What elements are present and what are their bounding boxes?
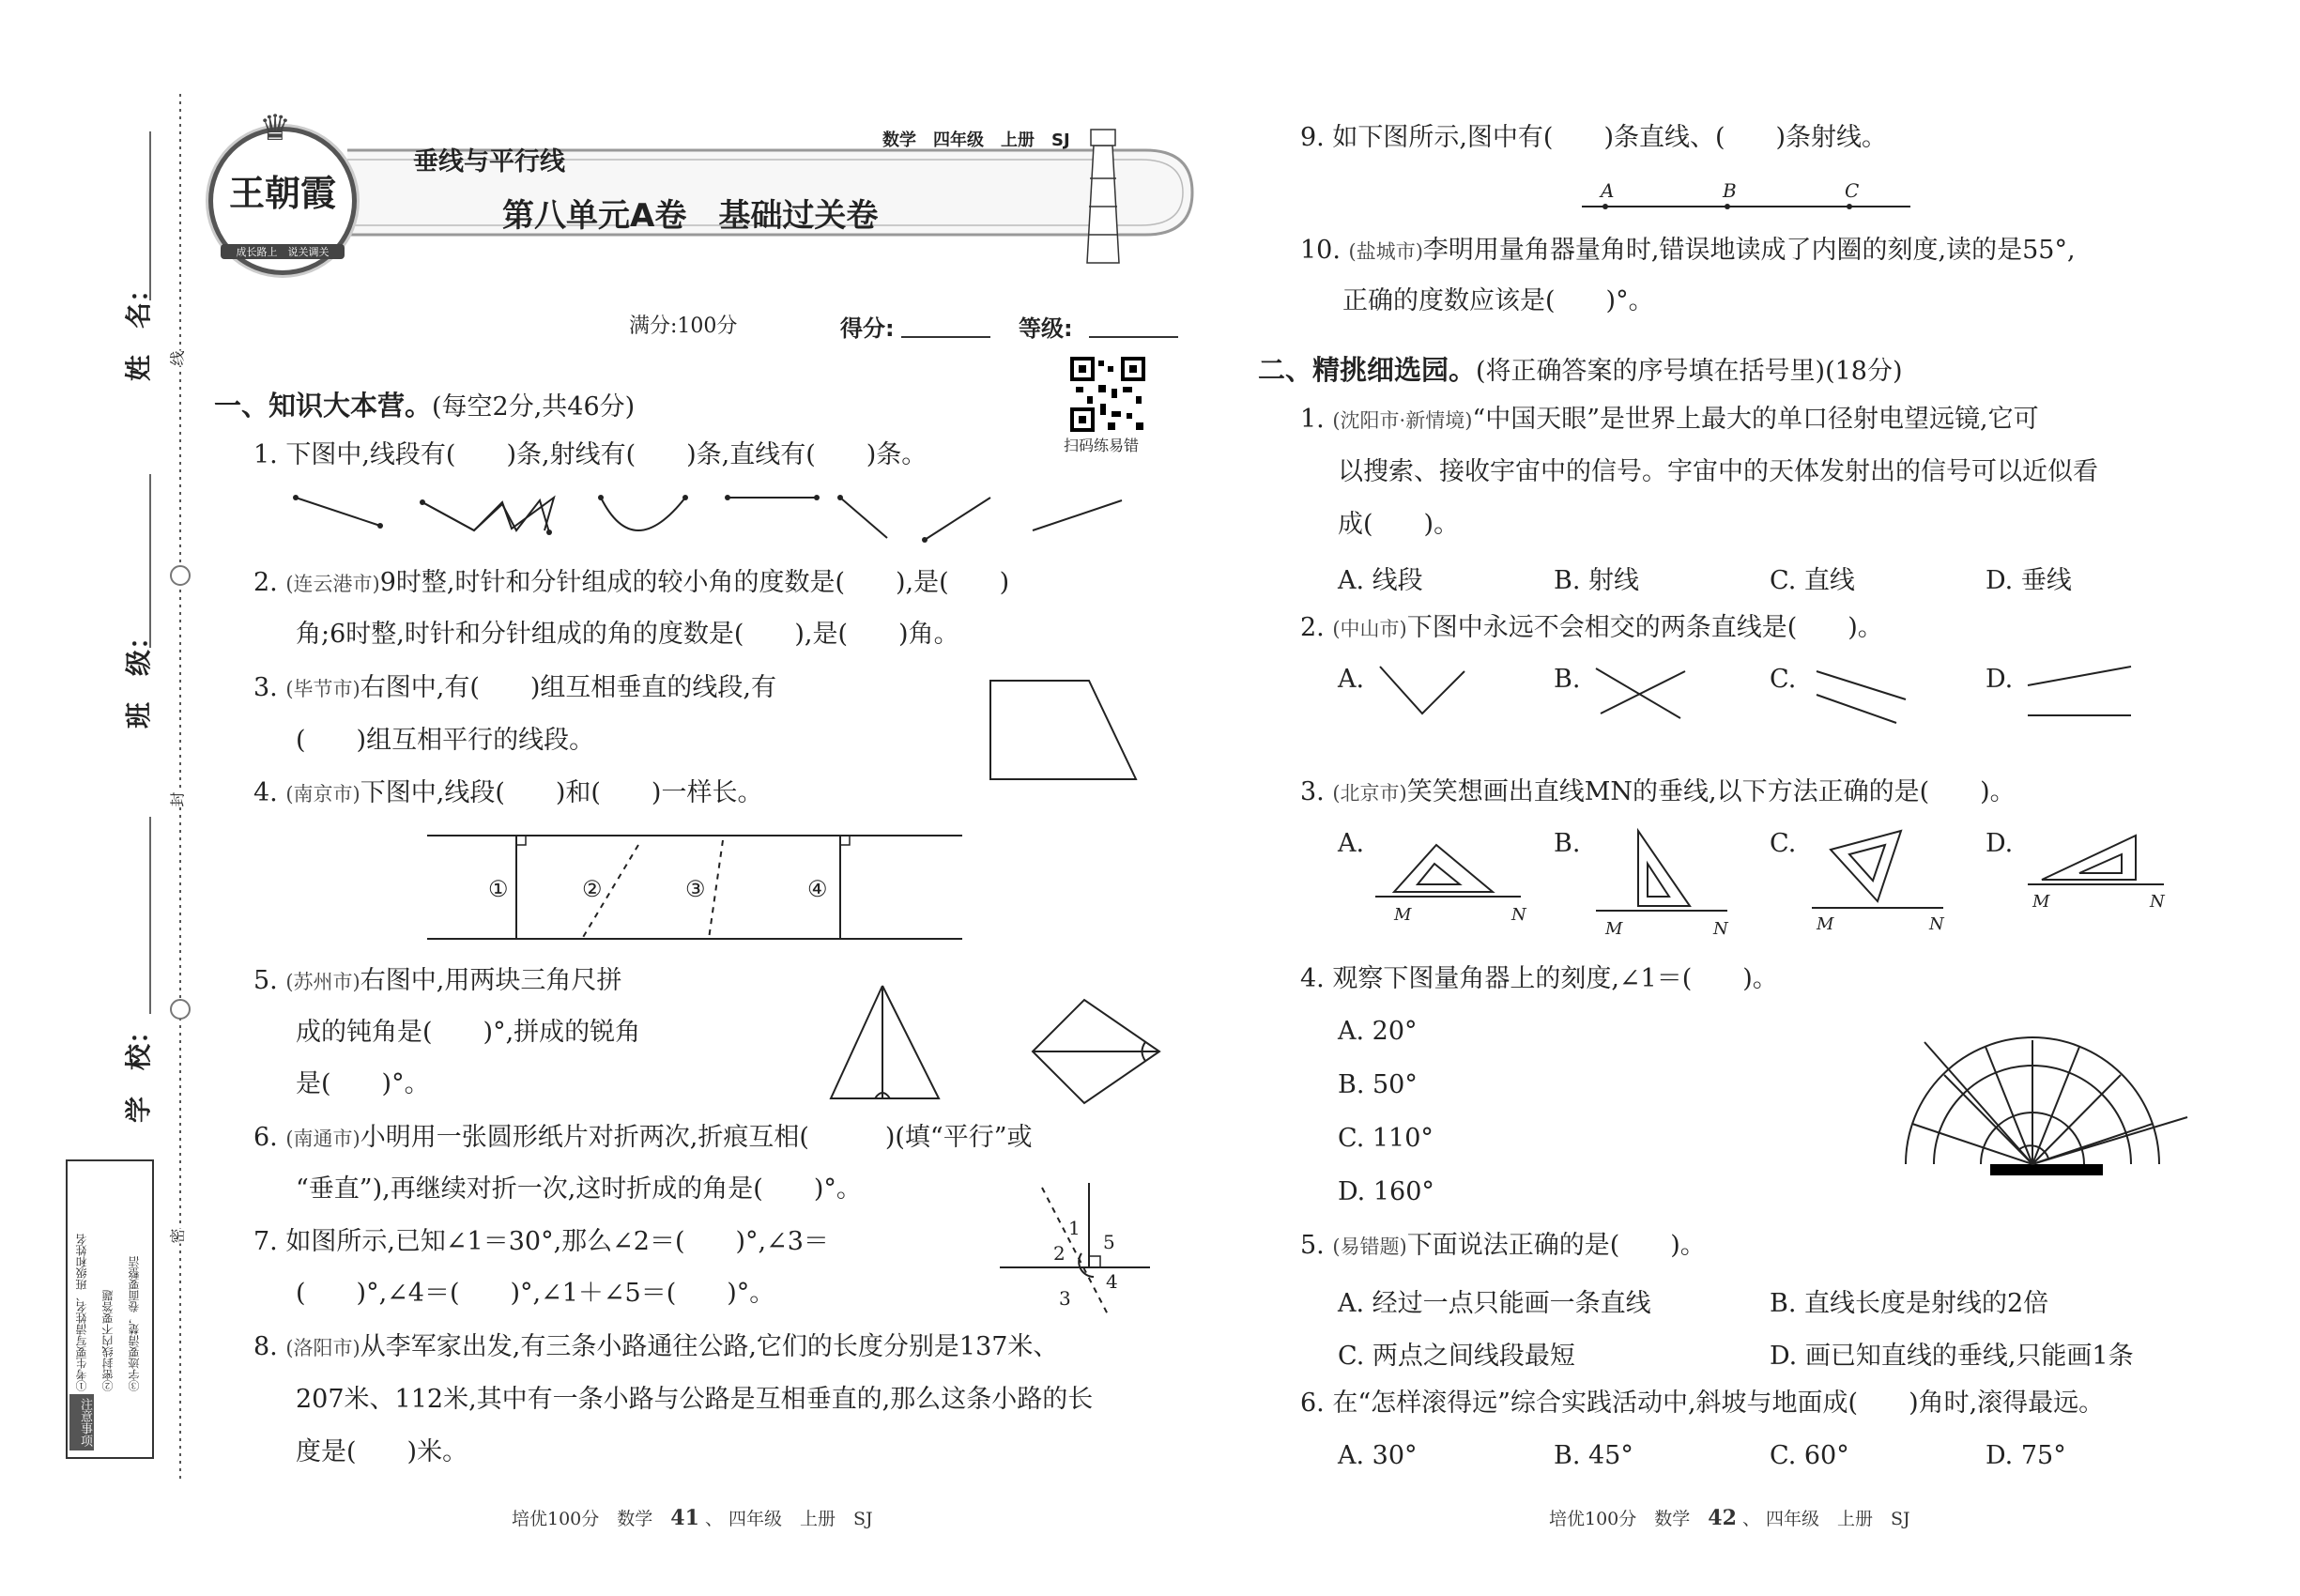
c3-fig-a [1375, 845, 1527, 925]
notice-item-2: ②密封线内不要答题 [101, 1290, 115, 1391]
c1-option-a[interactable]: A. 线段 [1338, 566, 1423, 595]
paper-title: 第八单元A卷 基础过关卷 [502, 197, 879, 235]
c4-option-b[interactable]: B. 50° [1338, 1070, 1418, 1099]
c6-option-c[interactable]: C. 60° [1770, 1441, 1849, 1470]
section2-heading [1258, 349, 1903, 388]
q4: 4. (南京市)下图中,线段( )和( )一样长。 [253, 778, 763, 807]
page-number-42: 42 [1708, 1506, 1737, 1530]
score-blank[interactable] [901, 336, 990, 338]
q3-trapezoid [986, 676, 1145, 789]
svg-text:M: M [1394, 905, 1412, 925]
q7-angle-1: 1 [1068, 1217, 1081, 1239]
c1-option-b[interactable]: B. 射线 [1554, 566, 1640, 595]
notice-title: 注意事项 [69, 1394, 94, 1450]
q9-point-c: C [1845, 179, 1860, 202]
class-label: 班 级： [123, 622, 155, 729]
svg-text:M: M [1605, 919, 1623, 939]
c5-option-c[interactable]: C. 两点之间线段最短 [1338, 1342, 1575, 1371]
c3-option-d[interactable]: D. [1986, 829, 2014, 858]
c5-option-a[interactable]: A. 经过一点只能画一条直线 [1338, 1289, 1651, 1318]
c2-option-d[interactable]: D. [1986, 665, 2014, 694]
q10-line1: 10. (盐城市)李明用量角器量角时,错误地读成了内圈的刻度,读的是55°, [1300, 236, 2076, 265]
c4-option-d[interactable]: D. 160° [1338, 1177, 1434, 1206]
q4-label-4: ④ [807, 876, 828, 902]
cut-mark-3: 密 [166, 1228, 188, 1243]
q1-figure [282, 483, 1127, 549]
section2-title: 二、精挑细选园。 [1258, 354, 1477, 386]
q6-line2: “垂直”),再继续对折一次,这时折成的角是( )°。 [296, 1174, 862, 1204]
q10-line2: 正确的度数应该是( )°。 [1342, 286, 1654, 315]
c3-fig-b [1596, 831, 1729, 939]
notice-box [66, 1159, 154, 1459]
q5-line3: 是( )°。 [296, 1069, 430, 1098]
q9-point-b: B [1723, 179, 1737, 202]
q5-figure-2 [1028, 995, 1169, 1108]
page-number-41: 41 [670, 1506, 699, 1530]
c5: 5. (易错题)下面说法正确的是( )。 [1300, 1231, 1706, 1260]
notice-item-3: ③字迹要清楚，卷面要整洁 [128, 1256, 141, 1391]
c6: 6. 在“怎样滚得远”综合实践活动中,斜坡与地面成( )角时,滚得最远。 [1300, 1389, 2105, 1418]
q6-line1: 6. (南通市)小明用一张圆形纸片对折两次,折痕互相( )(填“平行”或 [253, 1123, 1033, 1152]
c3-fig-d [2028, 836, 2166, 912]
c2-option-c[interactable]: C. [1770, 665, 1797, 694]
c1-line1: 1. (沈阳市·新情境)“中国天眼”是世界上最大的单口径射电望远镜,它可 [1300, 405, 2039, 434]
brand-motto: 成长路上 说关调关 [221, 244, 345, 259]
q7-angle-2: 2 [1053, 1242, 1066, 1265]
c6-option-a[interactable]: A. 30° [1338, 1441, 1418, 1470]
svg-text:N: N [1929, 914, 1944, 934]
grade-label: 等级: [1019, 315, 1073, 342]
q7-line1: 7. 如图所示,已知∠1＝30°,那么∠2＝( )°,∠3＝ [253, 1227, 829, 1256]
c3-option-a[interactable]: A. [1338, 829, 1365, 858]
c5-option-b[interactable]: B. 直线长度是射线的2倍 [1770, 1289, 2049, 1318]
score-label: 得分: [840, 315, 895, 342]
svg-text:M: M [1817, 914, 1834, 934]
q1: 1. 下图中,线段有( )条,射线有( )条,直线有( )条。 [253, 440, 928, 469]
q3-line2: ( )组互相平行的线段。 [296, 726, 595, 755]
c6-option-d[interactable]: D. 75° [1986, 1441, 2066, 1470]
brand-name: 王朝霞 [228, 172, 336, 214]
cut-mark-2: 封 [166, 791, 188, 806]
c4-option-a[interactable]: A. 20° [1338, 1017, 1418, 1046]
line-shape [1033, 500, 1122, 530]
q4-figure [422, 826, 967, 948]
c5-option-d[interactable]: D. 画已知直线的垂线,只能画1条 [1770, 1342, 2134, 1371]
section1-sub: (每空2分,共46分) [432, 392, 636, 422]
q4-label-3: ③ [685, 876, 706, 902]
book-meta: 数学 四年级 上册 SJ [882, 130, 1070, 150]
arc-shape [598, 495, 688, 530]
qr-caption: 扫码练易错 [1064, 437, 1140, 454]
q4-label-2: ② [582, 876, 603, 902]
c3-option-b[interactable]: B. [1554, 829, 1581, 858]
c1-option-c[interactable]: C. 直线 [1770, 566, 1855, 595]
segment-shape-2 [725, 495, 820, 500]
full-score: 满分:100分 [629, 315, 738, 338]
grade-blank[interactable] [1089, 336, 1178, 338]
c2: 2. (中山市)下图中永远不会相交的两条直线是( )。 [1300, 613, 1883, 642]
q7-line2: ( )°,∠4＝( )°,∠1＋∠5＝( )°。 [296, 1279, 775, 1308]
q5-line1: 5. (苏州市)右图中,用两块三角尺拼 [253, 966, 622, 995]
c2-figures [1371, 657, 2150, 732]
c1-line3: 成( )。 [1338, 510, 1460, 539]
c3-fig-c [1812, 831, 1945, 934]
notice-item-1: ①考生要写清姓名、班级和姓名 [75, 1234, 88, 1391]
c4: 4. 观察下图量角器上的刻度,∠1＝( )。 [1300, 964, 1778, 993]
section2-sub: (将正确答案的序号填在括号里)(18分) [1476, 357, 1903, 386]
c2-option-a[interactable]: A. [1338, 665, 1365, 694]
segment-shape [293, 495, 383, 529]
c2-option-b[interactable]: B. [1554, 665, 1581, 694]
q9-point-a: A [1601, 179, 1615, 202]
school-label: 学 校： [123, 1017, 155, 1124]
brand-badge [208, 107, 357, 275]
q5-figure-1 [826, 976, 967, 1117]
q9: 9. 如下图所示,图中有( )条直线、( )条射线。 [1300, 123, 1888, 152]
ray-shape-2 [922, 498, 990, 543]
q4-label-1: ① [488, 876, 509, 902]
c3-option-c[interactable]: C. [1770, 829, 1797, 858]
svg-text:N: N [1511, 905, 1526, 925]
q2-line2: 角;6时整,时针和分针组成的角的度数是( ),是( )角。 [296, 620, 959, 649]
q7-angle-5: 5 [1103, 1231, 1115, 1253]
cut-mark-1: 线 [166, 350, 188, 365]
q7-angle-3: 3 [1059, 1287, 1071, 1310]
crown-icon: ♛ [259, 107, 292, 148]
q7-figure [995, 1174, 1155, 1314]
c1-line2: 以搜索、接收宇宙中的信号。宇宙中的天体发射出的信号可以近似看 [1338, 457, 2098, 486]
svg-text:M: M [2032, 892, 2050, 912]
q8-line3: 度是( )米。 [296, 1437, 468, 1466]
c4-option-c[interactable]: C. 110° [1338, 1124, 1434, 1153]
svg-text:N: N [2150, 892, 2165, 912]
name-label: 姓 名： [123, 275, 155, 382]
ray-shape [837, 495, 887, 538]
q5-line2: 成的钝角是( )°,拼成的锐角 [296, 1018, 641, 1047]
qr-code [1070, 357, 1145, 432]
c3: 3. (北京市)笑笑想画出直线MN的垂线,以下方法正确的是( )。 [1300, 777, 2016, 806]
section1-title: 一、知识大本营。 [214, 390, 433, 422]
footer-left-page: 培优100分 数学 41 、 四年级 上册 SJ [512, 1506, 873, 1530]
q9-figure [1577, 174, 1915, 221]
section1-heading [214, 385, 635, 423]
polyline-shape [420, 498, 554, 535]
svg-text:N: N [1713, 919, 1728, 939]
footer-right-page: 培优100分 数学 42 、 四年级 上册 SJ [1549, 1506, 1910, 1530]
c3-figures [1371, 817, 2169, 948]
q2-line1: 2. (连云港市)9时整,时针和分针组成的较小角的度数是( ),是( ) [253, 568, 1010, 597]
unit-topic: 垂线与平行线 [413, 147, 565, 176]
q7-angle-4: 4 [1106, 1270, 1118, 1293]
q8-line1: 8. (洛阳市)从李军家出发,有三条小路通往公路,它们的长度分别是137米、 [253, 1332, 1059, 1361]
c1-option-d[interactable]: D. 垂线 [1986, 566, 2072, 595]
q8-line2: 207米、112米,其中有一条小路与公路是互相垂直的,那么这条小路的长 [296, 1385, 1094, 1414]
q3-line1: 3. (毕节市)右图中,有( )组互相垂直的线段,有 [253, 673, 776, 702]
c4-protractor [1878, 1033, 2197, 1183]
c6-option-b[interactable]: B. 45° [1554, 1441, 1633, 1470]
